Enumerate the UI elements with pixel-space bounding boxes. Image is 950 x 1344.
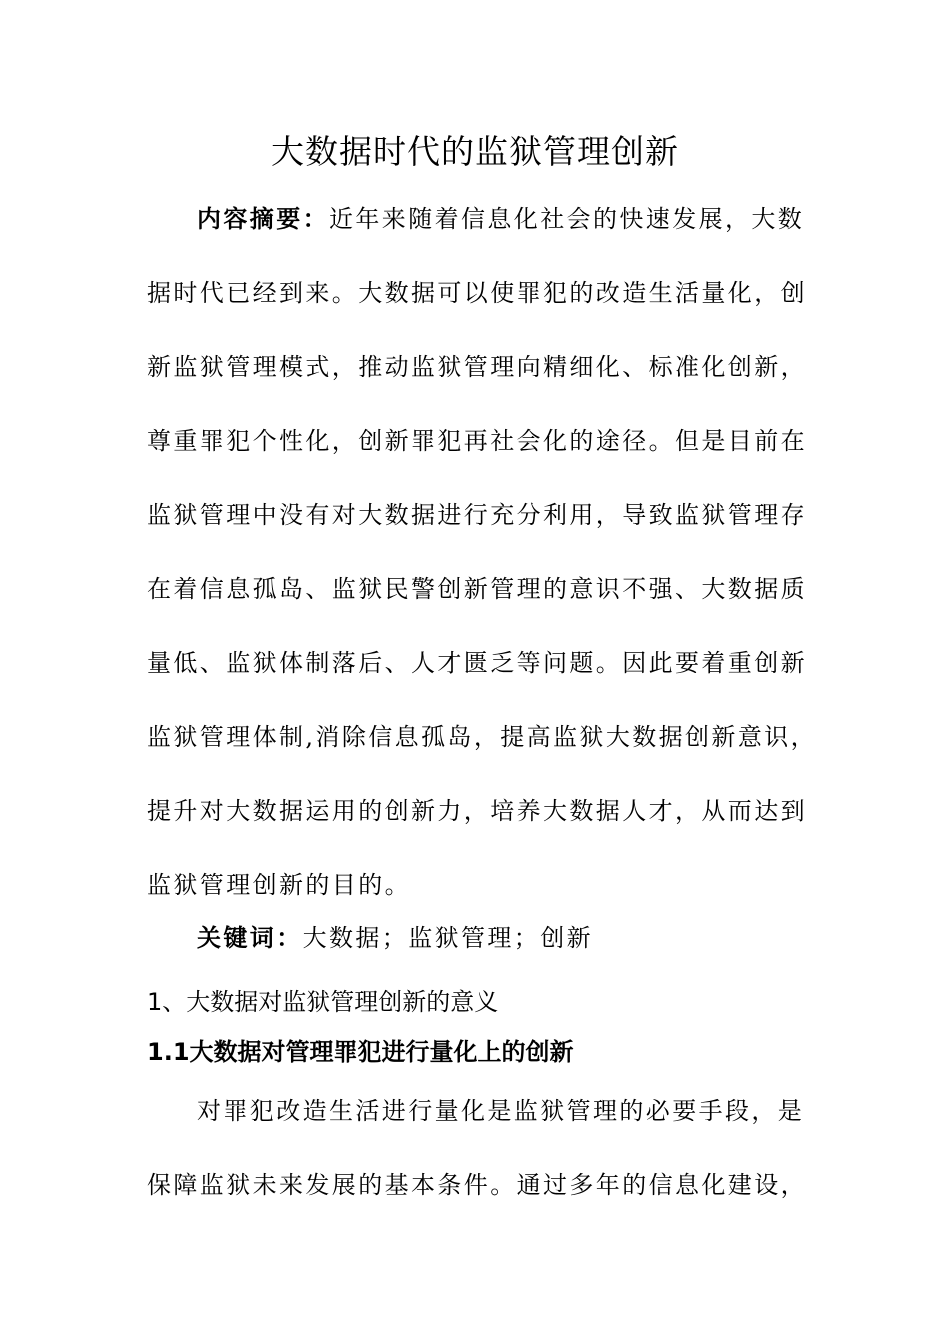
paragraph-line: 对罪犯改造生活进行量化是监狱管理的必要手段，是: [197, 1097, 805, 1125]
abstract-label: 内容摘要：: [197, 205, 329, 233]
abstract-line: [147, 182, 807, 256]
keywords-text: 大数据；监狱管理；创新: [302, 924, 594, 952]
abstract-line: 监狱管理中没有对大数据进行充分利用，导致监狱管理存: [147, 501, 807, 529]
abstract-line: 监狱管理体制,消除信息孤岛，提高监狱大数据创新意识，: [147, 723, 818, 751]
keywords-label: 关键词：: [197, 924, 303, 952]
abstract-line: 新监狱管理模式，推动监狱管理向精细化、标准化创新，: [147, 353, 807, 381]
abstract-line: 尊重罪犯个性化，创新罪犯再社会化的途径。但是目前在: [147, 427, 807, 455]
abstract-line: 监狱管理创新的目的。: [147, 871, 411, 899]
page-title: 大数据时代的监狱管理创新: [271, 132, 679, 171]
abstract-text: 近年来随着信息化社会的快速发展，大数: [329, 205, 805, 233]
abstract-block: [147, 182, 818, 922]
abstract-line: 提升对大数据运用的创新力，培养大数据人才，从而达到: [147, 797, 807, 825]
abstract-line: 量低、监狱体制落后、人才匮乏等问题。因此要着重创新: [147, 649, 807, 677]
abstract-line: 在着信息孤岛、监狱民警创新管理的意识不强、大数据质: [147, 575, 807, 603]
abstract-line: 据时代已经到来。大数据可以使罪犯的改造生活量化，创: [147, 279, 807, 307]
subsection-heading: 1.1大数据对管理罪犯进行量化上的创新: [147, 1038, 574, 1066]
paragraph-line: 保障监狱未来发展的基本条件。通过多年的信息化建设，: [147, 1171, 807, 1199]
section-heading: 1、大数据对监狱管理创新的意义: [147, 988, 499, 1016]
section-paragraph: [147, 1074, 807, 1222]
keywords-line: [147, 918, 857, 958]
